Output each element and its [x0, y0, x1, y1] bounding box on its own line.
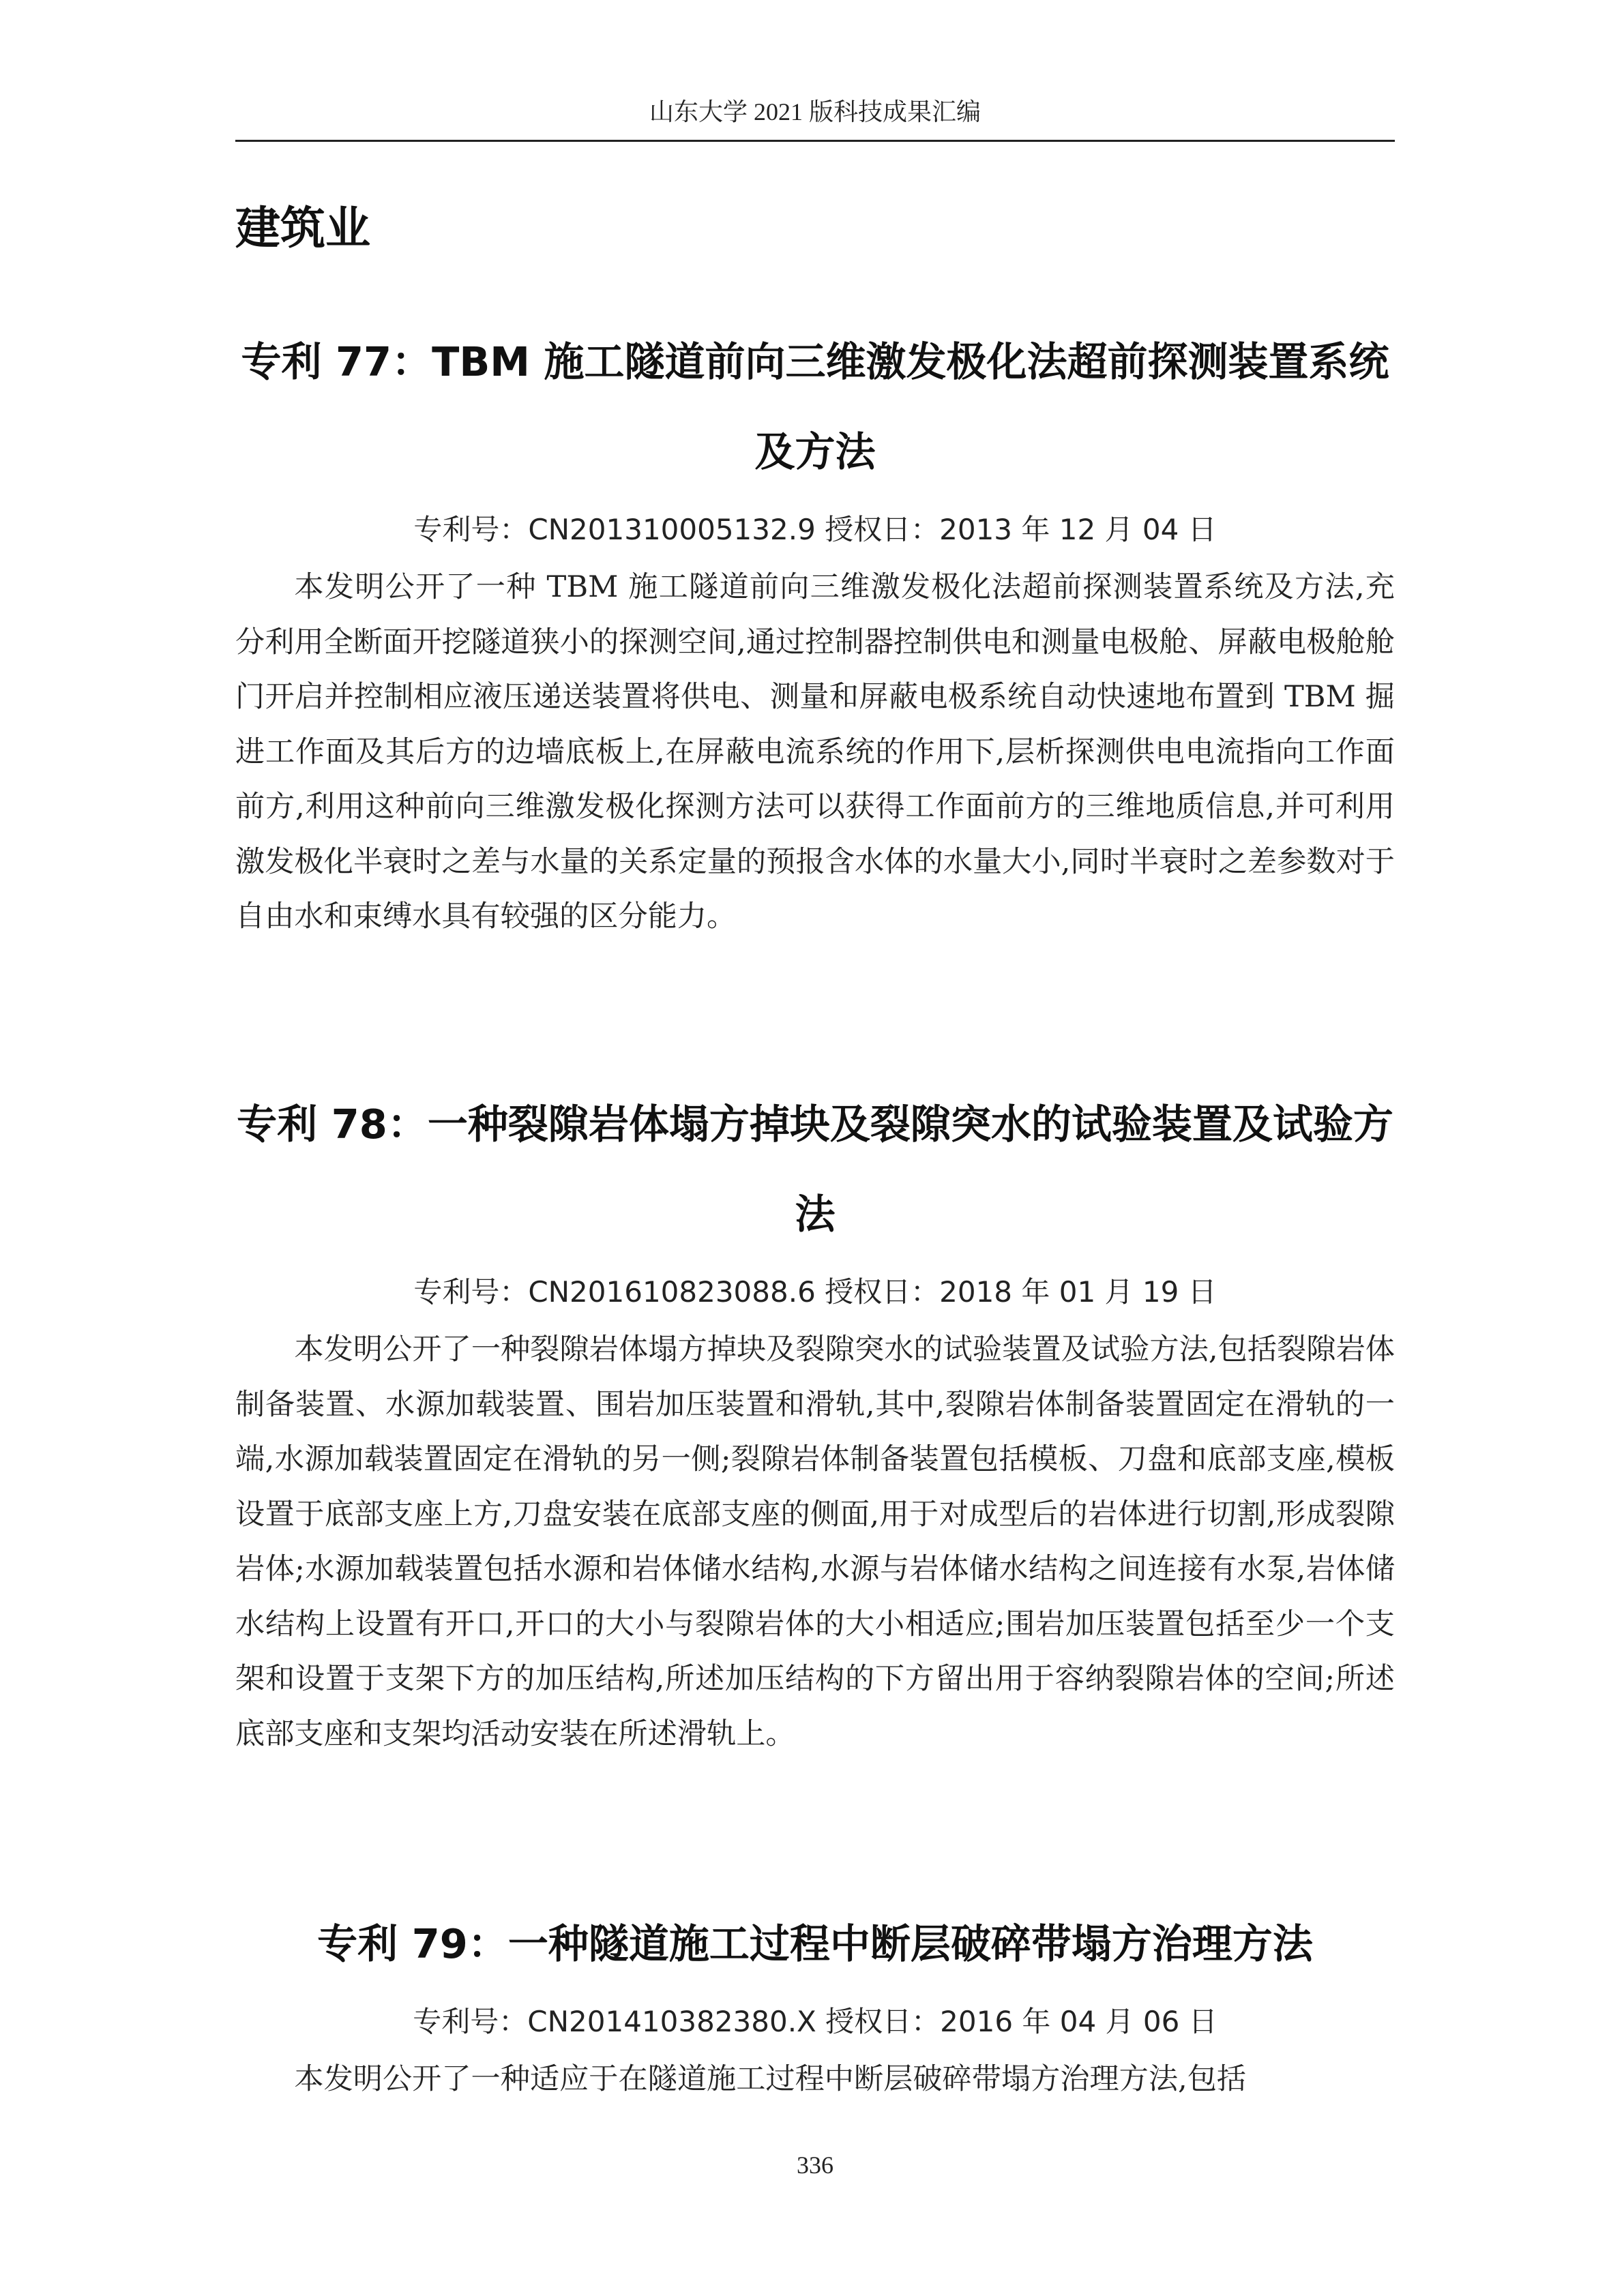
patent-79 — [235, 1899, 1395, 2107]
section-title: 建筑业 — [235, 202, 370, 254]
patent-abstract: 本发明公开了一种裂隙岩体塌方掉块及裂隙突水的试验装置及试验方法,包括裂隙岩体制备装置、水源加载装置、围岩加压装置和滑轨,其中,裂隙岩体制备装置固定在滑轨的一端,水源加载装置固定在滑轨的另一侧;裂隙岩体制备装置包括模板、刀盘和底部支座,模板设置于底部支座上方,刀盘安装在底部支座的侧面,用于对成型后的岩体进行切割,形成裂隙岩体;水源加载装置包括水源和岩体储水结构,水源与岩体储水结构之间连接有水泵,岩体储水结构上设置有开口,开口的大小与裂隙岩体的大小相适应;围岩加压装置包括至少一个支架和设置于支架下方的加压结构,所述加压结构的下方留出用于容纳裂隙岩体的空间;所述底部支座和支架均活动安装在所述滑轨上。 — [235, 1332, 1395, 1751]
patent-meta: 专利号：CN201310005132.9 授权日：2013 年 12 月 04 日 — [413, 513, 1217, 546]
patent-77 — [235, 317, 1395, 944]
patent-meta: 专利号：CN201410382380.X 授权日：2016 年 04 月 06 日 — [413, 2005, 1217, 2038]
patent-78 — [235, 1079, 1395, 1761]
patent-title: 专利 77：TBM 施工隧道前向三维激发极化法超前探测装置系统及方法 — [241, 338, 1389, 475]
header-rule — [235, 140, 1395, 142]
page-header: 山东大学 2021 版科技成果汇编 — [649, 98, 981, 125]
patent-title: 专利 78：一种裂隙岩体塌方掉块及裂隙突水的试验装置及试验方法 — [237, 1101, 1393, 1238]
patent-abstract: 本发明公开了一种适应于在隧道施工过程中断层破碎带塌方治理方法,包括 — [294, 2062, 1247, 2096]
patent-title: 专利 79：一种隧道施工过程中断层破碎带塌方治理方法 — [317, 1920, 1313, 1967]
page-number: 336 — [797, 2151, 833, 2179]
patent-abstract: 本发明公开了一种 TBM 施工隧道前向三维激发极化法超前探测装置系统及方法,充分利用全断面开挖隧道狭小的探测空间,通过控制器控制供电和测量电极舱、屏蔽电极舱舱门开启并控制相应液压递送装置将供电、测量和屏蔽电极系统自动快速地布置到 TBM 掘进工作面及其后方的边墙底板上,在屏蔽电流系统的作用下,层析探测供电电流指向工作面前方,利用这种前向三维激发极化探测方法可以获得工作面前方的三维地质信息,并可利用激发极化半衰时之差与水量的关系定量的预报含水体的水量大小,同时半衰时之差参数对于自由水和束缚水具有较强的区分能力。 — [235, 570, 1395, 934]
patent-meta: 专利号：CN201610823088.6 授权日：2018 年 01 月 19 日 — [413, 1275, 1217, 1309]
